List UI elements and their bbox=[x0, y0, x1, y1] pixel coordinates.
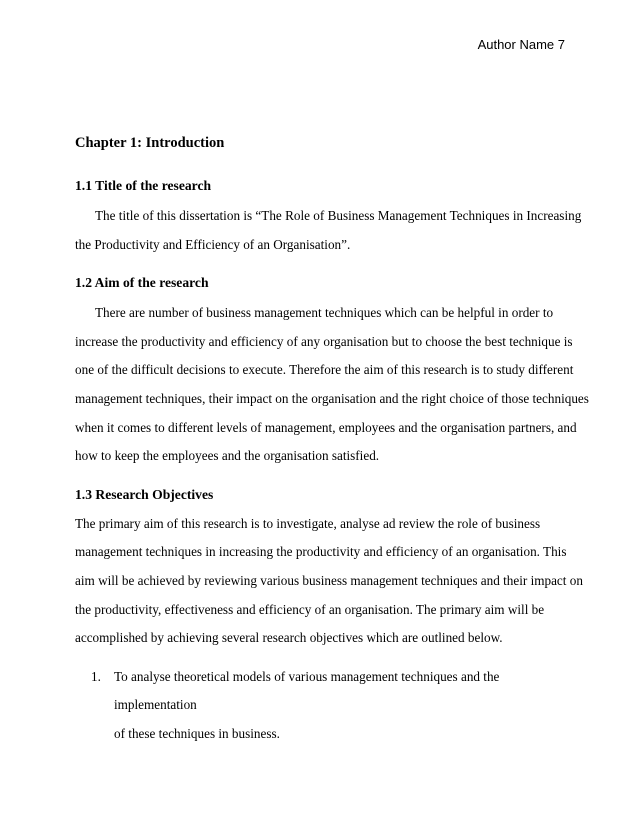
section-heading: 1.3 Research Objectives bbox=[75, 486, 214, 502]
text-line: how to keep the employees and the organisation satisfied. bbox=[75, 448, 380, 464]
running-head: Author Name 7 bbox=[477, 37, 565, 52]
paragraph bbox=[75, 299, 589, 471]
list-number: 1. bbox=[91, 668, 101, 684]
text-line: when it comes to different levels of management, employees and the organisation partners, and bbox=[75, 419, 577, 435]
chapter-title: Chapter 1: Introduction bbox=[75, 135, 225, 151]
text-line: To analyse theoretical models of various management techniques and the implementation bbox=[114, 668, 500, 713]
paragraph bbox=[75, 202, 582, 259]
section-title-of-research bbox=[75, 174, 582, 259]
paragraph bbox=[75, 510, 583, 653]
text-line: aim will be achieved by reviewing various business management techniques and their impact on bbox=[75, 572, 583, 588]
section-heading: 1.2 Aim of the research bbox=[75, 275, 209, 291]
text-line: There are number of business management techniques which can be helpful in order to bbox=[95, 305, 554, 321]
section-aim-of-research bbox=[75, 271, 589, 471]
text-line: of these techniques in business. bbox=[114, 725, 280, 741]
list-item bbox=[75, 663, 575, 749]
section-research-objectives bbox=[75, 483, 583, 749]
text-line: management techniques in increasing the productivity and efficiency of an organisation. This bbox=[75, 544, 567, 560]
text-line: the productivity, effectiveness and efficiency of an organisation. The primary aim will be bbox=[75, 601, 545, 617]
text-line: one of the difficult decisions to execute. Therefore the aim of this research is to study different bbox=[75, 362, 574, 378]
text-line: The title of this dissertation is “The Role of Business Management Techniques in Increasing bbox=[95, 208, 582, 223]
page-content bbox=[75, 132, 589, 749]
text-line: management techniques, their impact on the organisation and the right choice of those techniques bbox=[75, 390, 589, 406]
text-line: The primary aim of this research is to investigate, analyse ad review the role of business bbox=[75, 515, 541, 531]
section-heading: 1.1 Title of the research bbox=[75, 178, 212, 193]
text-line: the Productivity and Efficiency of an Organisation”. bbox=[75, 236, 351, 252]
text-line: accomplished by achieving several research objectives which are outlined below. bbox=[75, 630, 503, 646]
objectives-list bbox=[75, 663, 575, 749]
text-line: increase the productivity and efficiency of any organisation but to choose the best technique is bbox=[75, 333, 573, 349]
